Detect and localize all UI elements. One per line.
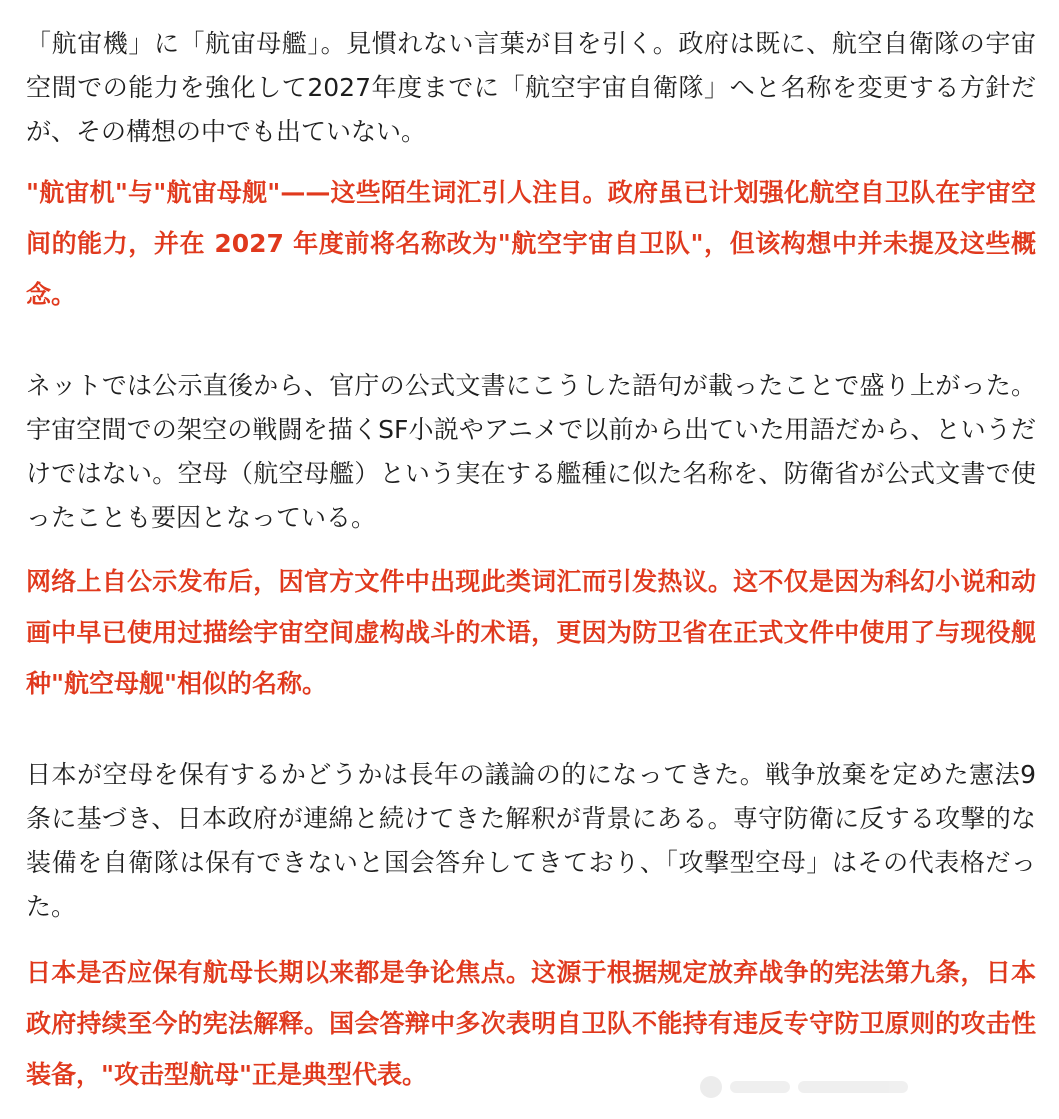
japanese-paragraph-2: ネットでは公示直後から、官庁の公式文書にこうした語句が載ったことで盛り上がった。宇宙空間での架空の戦闘を描くSF小説やアニメで以前から出ていた用語だから、というだけではない。空母（航空母艦）という実在する艦種に似た名称を、防衛省が公式文書で使ったことも要因となっている。 — [26, 371, 1036, 532]
chinese-translation-paragraph-3: 日本是否应保有航母长期以来都是争论焦点。这源于根据规定放弃战争的宪法第九条，日本政府持续至今的宪法解释。国会答辩中多次表明自卫队不能持有违反专守防卫原则的攻击性装备，"攻击型航母"正是典型代表。 — [26, 958, 1036, 1089]
chinese-translation-paragraph-2: 网络上自公示发布后，因官方文件中出现此类词汇而引发热议。这不仅是因为科幻小说和动画中早已使用过描绘宇宙空间虚构战斗的术语，更因为防卫省在正式文件中使用了与现役舰种"航空母舰"相似的名称。 — [26, 567, 1036, 698]
chinese-translation-paragraph-1: "航宙机"与"航宙母舰"——这些陌生词汇引人注目。政府虽已计划强化航空自卫队在宇宙空间的能力，并在 2027 年度前将名称改为"航空宇宙自卫队"，但该构想中并未提及这些概念。 — [26, 178, 1036, 309]
japanese-paragraph-1: 「航宙機」に「航宙母艦」。見慣れない言葉が目を引く。政府は既に、航空自衛隊の宇宙空間での能力を強化して2027年度までに「航空宇宙自衛隊」へと名称を変更する方針だが、その構想の中でも出ていない。 — [26, 29, 1036, 146]
japanese-paragraph-3: 日本が空母を保有するかどうかは長年の議論の的になってきた。戦争放棄を定めた憲法9条に基づき、日本政府が連綿と続けてきた解釈が背景にある。専守防衛に反する攻撃的な装備を自衛隊は保有できないと国会答弁してきており、「攻撃型空母」はその代表格だった。 — [26, 760, 1036, 921]
